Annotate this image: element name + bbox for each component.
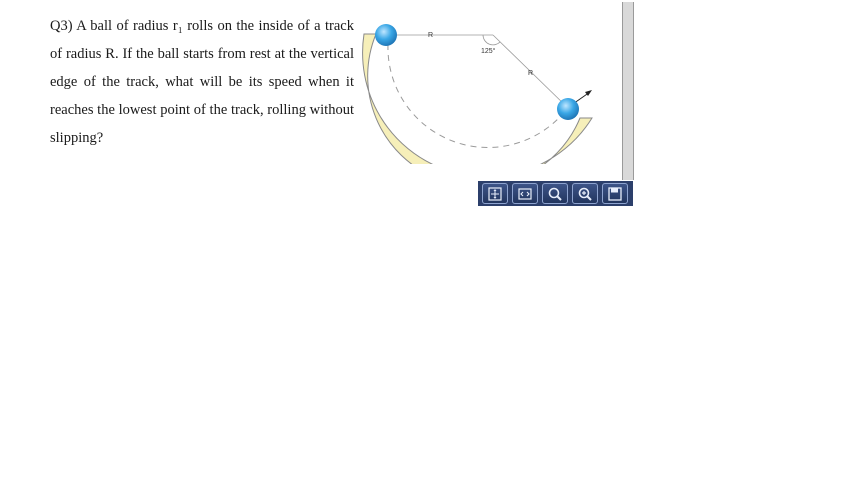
ball-end [557,98,579,120]
angle-label: 125° [481,48,496,55]
save-button[interactable] [602,183,628,204]
radius-label-top: R [428,32,434,39]
radius-label-diagonal: R [528,70,534,77]
fit-width-icon [517,186,533,202]
fit-page-button[interactable] [482,183,508,204]
track-diagram [358,22,598,164]
zoom-out-button[interactable] [542,183,568,204]
viewer-toolbar [478,181,633,206]
save-icon [607,186,623,202]
track [363,34,592,164]
ball-path-dashed [388,44,566,147]
zoom-in-icon [577,186,593,202]
zoom-in-button[interactable] [572,183,598,204]
fit-page-icon [487,186,503,202]
zoom-out-icon [547,186,563,202]
question-line-4: reaches the lowest point of the track, rolling without [50,102,354,118]
question-line-5: slipping? [50,130,104,146]
angle-arc [483,35,500,45]
question-line-1: Q3) A ball of radius r₁ rolls on the inside of a track [50,18,354,34]
question-text [50,12,354,152]
question-line-3: edge of the track, what will be its speed when it [50,74,354,90]
ball-start [375,24,397,46]
fit-width-button[interactable] [512,183,538,204]
vertical-scrollbar[interactable] [622,2,634,180]
question-line-2: of radius R. If the ball starts from rest at the vertical [50,46,354,62]
